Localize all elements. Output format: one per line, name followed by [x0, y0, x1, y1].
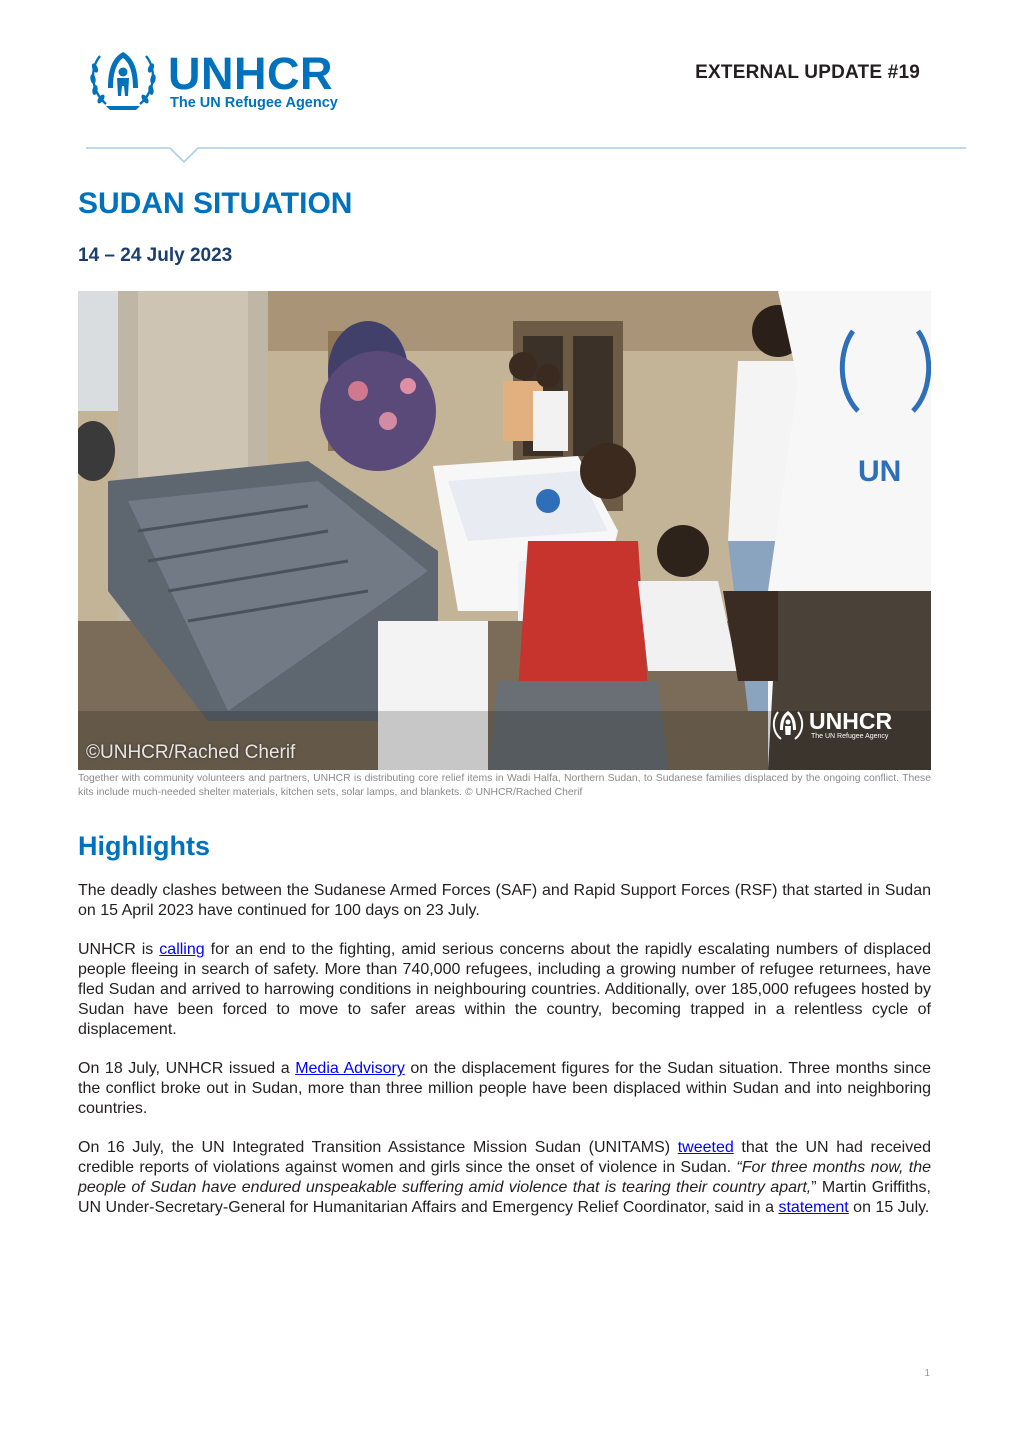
external-update-label: EXTERNAL UPDATE #19 — [695, 62, 920, 83]
tweeted-link[interactable]: tweeted — [677, 1139, 734, 1157]
highlights-paragraph-3 — [78, 1059, 931, 1118]
highlights-paragraph-4 — [78, 1138, 931, 1217]
text-span: on the displacement figures for the Sudan situation. Three months since the conflict broke out in Sudan, more than three million people have been displaced within Sudan and into neighboring countries. — [78, 1060, 931, 1117]
text-span: UNHCR is — [78, 941, 160, 959]
photo-caption: Together with community volunteers and partners, UNHCR is distributing core relief items in Wadi Halfa, Northern Sudan, to Sudanese families displaced by the ongoing conflict. These kits include much-needed shelter materials, kitchen sets, solar lamps, and blankets. © UNHCR/Rached Cherif — [78, 773, 931, 798]
relief-distribution-scene — [78, 291, 931, 770]
calling-link[interactable]: calling — [159, 941, 205, 959]
photo-credit-overlay: ©UNHCR/Rached Cherif — [86, 742, 296, 763]
hero-photo — [78, 291, 931, 770]
unhcr-logo — [86, 48, 356, 114]
photo-logo-tagline: The UN Refugee Agency — [811, 733, 889, 740]
svg-text:UN: UN — [858, 455, 902, 488]
highlights-heading: Highlights — [78, 831, 210, 861]
logo-wordmark: UNHCR — [168, 48, 333, 99]
highlights-paragraph-1: The deadly clashes between the Sudanese Armed Forces (SAF) and Rapid Support Forces (RSF) that started in Sudan on 15 April 2023 have continued for 100 days on 23 July. — [78, 882, 931, 919]
statement-link[interactable]: statement — [778, 1198, 849, 1216]
text-span: ” Martin Griffiths, UN Under-Secretary-General for Humanitarian Affairs and Emergency Relief Coordinator, said in a — [78, 1178, 932, 1216]
highlights-body — [78, 881, 931, 1237]
highlights-paragraph-2 — [78, 940, 931, 1039]
header-divider — [86, 138, 966, 166]
page-number: 1 — [924, 1368, 930, 1379]
unhcr-emblem-icon — [771, 708, 805, 742]
media-advisory-link[interactable]: Media Advisory — [295, 1060, 405, 1078]
text-span: on 15 July. — [848, 1198, 930, 1216]
text-span: that the UN had received credible reports of violations against women and girls since the onset of violence in Sudan. — [78, 1139, 931, 1177]
date-range: 14 – 24 July 2023 — [78, 245, 233, 266]
text-span: On 16 July, the UN Integrated Transition Assistance Mission Sudan (UNITAMS) — [78, 1139, 678, 1157]
unhcr-laurel-emblem-icon — [86, 48, 160, 112]
photo-logo-wordmark: UNHCR — [809, 708, 893, 734]
photo-unhcr-logo — [771, 708, 905, 744]
text-span: On 18 July, UNHCR issued a — [78, 1060, 296, 1078]
logo-tagline: The UN Refugee Agency — [170, 95, 338, 111]
page-title: SUDAN SITUATION — [78, 187, 353, 220]
griffiths-quote: “For three months now, the people of Sudan have endured unspeakable suffering amid violence that is tearing their country apart, — [78, 1159, 932, 1196]
text-span: for an end to the fighting, amid serious concerns about the rapidly escalating numbers of displaced people fleeing in search of safety. More than 740,000 refugees, including a growing number of refugee returnees, have fled Sudan and arrived to harrowing conditions in neighbouring countries. Additionally, over 185,000 refugees hosted by Sudan have been forced to move to safer areas within the country, becoming trapped in a relentless cycle of displacement. — [78, 941, 932, 1038]
